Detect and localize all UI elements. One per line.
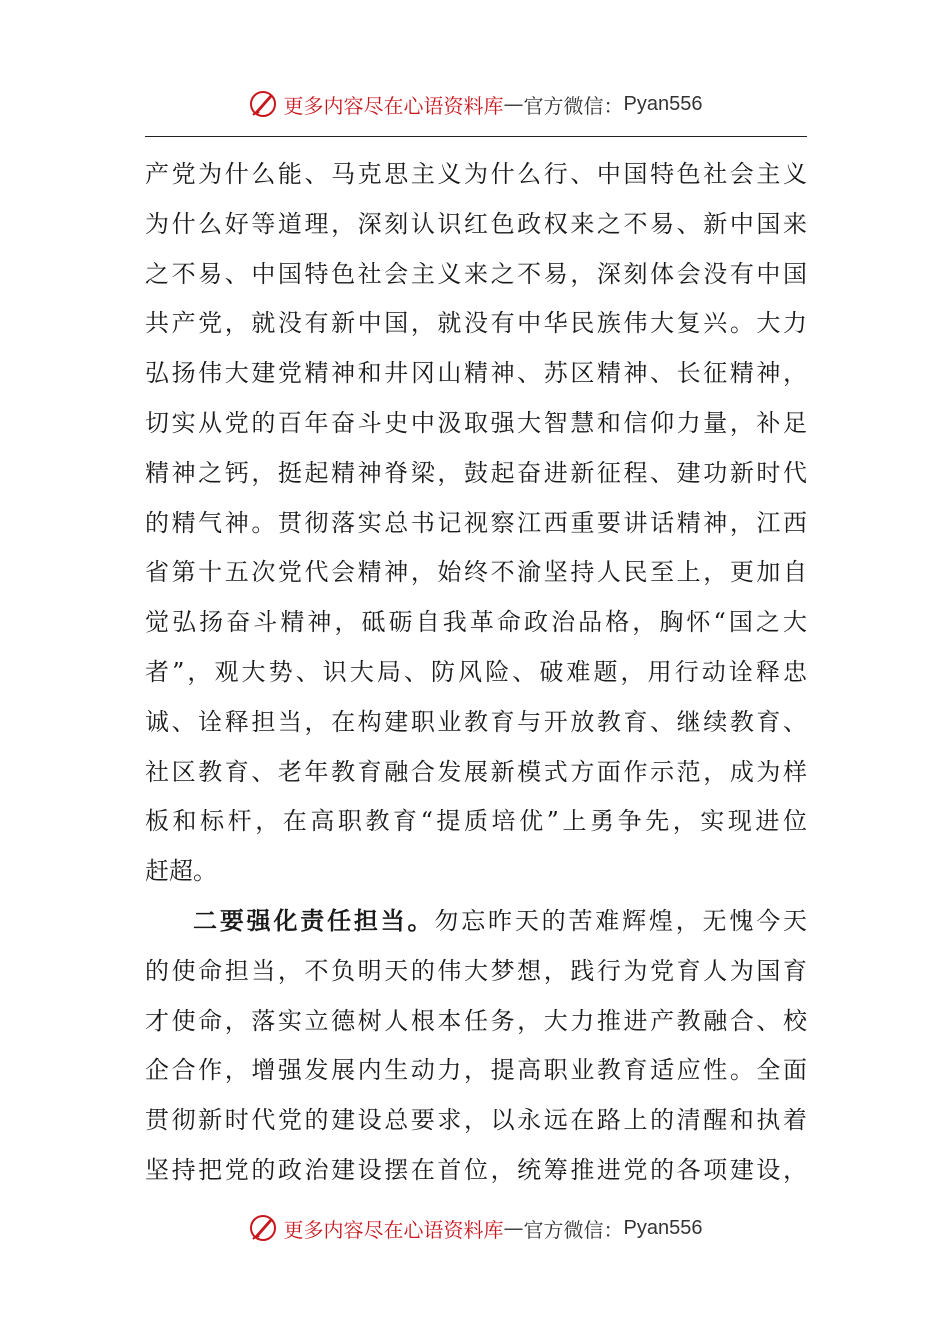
text-line: 切实从党的百年奋斗史中汲取强大智慧和信仰力量，补足 xyxy=(145,408,807,437)
header-wechat-id: Pyan556 xyxy=(623,92,703,115)
header-contact-label: 官方微信： xyxy=(523,93,624,118)
text-line: 者”，观大势、识大局、防风险、破难题，用行动诠释忠 xyxy=(145,657,807,686)
text-line: 企合作，增强发展内生动力，提高职业教育适应性。全面 xyxy=(145,1056,807,1085)
quill-pen-logo-icon xyxy=(248,1213,278,1243)
text-line: 为什么好等道理，深刻认识红色政权来之不易、新中国来 xyxy=(145,209,807,238)
text-line: 赶超。 xyxy=(145,857,217,886)
text-line: 觉弘扬奋斗精神，砥砺自我革命政治品格，胸怀“国之大 xyxy=(145,608,807,637)
header-separator: — xyxy=(503,92,524,116)
text-line: 省第十五次党代会精神，始终不渝坚持人民至上，更加自 xyxy=(145,558,807,587)
text-line: 之不易、中国特色社会主义来之不易，深刻体会没有中国 xyxy=(145,259,807,288)
text-span: 勿忘昨天的苦难辉煌，无愧今天 xyxy=(434,906,807,935)
footer-separator: — xyxy=(503,1216,524,1240)
document-body xyxy=(145,150,807,1196)
header-divider xyxy=(145,136,807,137)
footer-wechat-id: Pyan556 xyxy=(623,1216,703,1239)
footer-brand-text: 更多内容尽在心语资料库 xyxy=(283,1217,504,1242)
footer-contact-label: 官方微信： xyxy=(523,1217,624,1242)
text-line: 才使命，落实立德树人根本任务，大力推进产教融合、校 xyxy=(145,1006,807,1035)
text-line: 精神之钙，挺起精神脊梁，鼓起奋进新征程、建功新时代 xyxy=(145,458,807,487)
text-line: 板和标杆，在高职教育“提质培优”上勇争先，实现进位 xyxy=(145,807,807,836)
quill-pen-logo-icon xyxy=(248,89,278,119)
text-line: 弘扬伟大建党精神和井冈山精神、苏区精神、长征精神， xyxy=(145,359,807,388)
paragraph-first-line xyxy=(145,897,807,947)
section-heading: 二要强化责任担当。 xyxy=(193,906,435,935)
text-line: 的精气神。贯彻落实总书记视察江西重要讲话精神，江西 xyxy=(145,508,807,537)
text-line: 的使命担当，不负明天的伟大梦想，践行为党育人为国育 xyxy=(145,956,807,985)
text-line: 共产党，就没有新中国，就没有中华民族伟大复兴。大力 xyxy=(145,309,807,338)
text-line: 诚、诠释担当，在构建职业教育与开放教育、继续教育、 xyxy=(145,707,807,736)
text-line: 贯彻新时代党的建设总要求，以永远在路上的清醒和执着 xyxy=(145,1106,807,1135)
text-line: 产党为什么能、马克思主义为什么行、中国特色社会主义 xyxy=(145,160,807,188)
header-watermark-banner xyxy=(0,84,950,124)
footer-watermark-banner xyxy=(0,1208,950,1248)
text-line: 社区教育、老年教育融合发展新模式方面作示范，成为样 xyxy=(145,757,807,786)
header-brand-text: 更多内容尽在心语资料库 xyxy=(283,93,504,118)
text-line: 坚持把党的政治建设摆在首位，统筹推进党的各项建设， xyxy=(145,1155,807,1184)
